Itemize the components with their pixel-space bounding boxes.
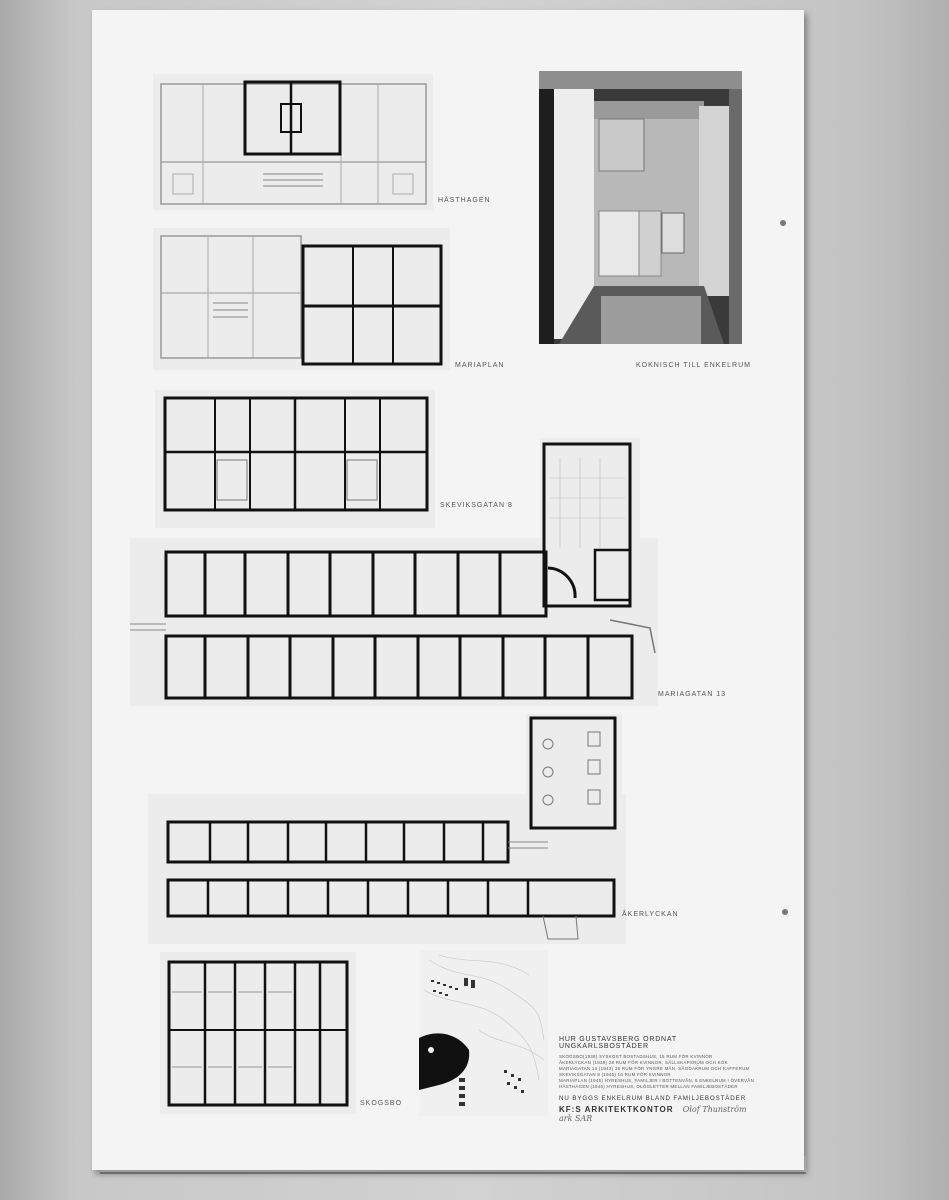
plan-hasthagen	[153, 74, 433, 210]
mounting-pin	[782, 909, 788, 915]
plan-skogsbo	[160, 952, 356, 1114]
caption-hasthagen: HÄSTHAGEN	[438, 197, 491, 204]
architect-signature: Olof Thunström ark SAR	[559, 1105, 747, 1123]
info-panel	[559, 1036, 759, 1123]
caption-mariaplan: MARIAPLAN	[455, 362, 505, 369]
info-line: ÅKERLYCKAN (1939) 28 RUM FÖR KVINNOR, SÄLLSKAPSRUM OCH KÖK	[559, 1060, 728, 1065]
caption-skogsbo: SKOGSBO	[360, 1100, 403, 1107]
info-line: HÄSTHAGEN (1946) HYRESHUS, OLÖGLETTER MELLAN FAMILJEBOSTÄDER	[559, 1084, 738, 1089]
caption-mariagatan: MARIAGATAN 13	[658, 691, 726, 698]
caption-akerlyckan: ÅKERLYCKAN	[622, 911, 679, 918]
office-name: KF:S ARKITEKTKONTOR	[559, 1105, 674, 1114]
info-note: NU BYGGS ENKELRUM BLAND FAMILJEBOSTÄDER	[559, 1095, 747, 1102]
site-map	[419, 950, 548, 1116]
mounting-pin	[780, 220, 786, 226]
office-credit	[559, 1105, 759, 1123]
plan-mariagatan	[130, 438, 658, 706]
plan-akerlyckan	[148, 714, 626, 944]
info-line: MARIAGATAN 13 (1943) 35 RUM FÖR YNGRE MÄN, SÅGDAKRUM OCH KAFFERUM	[559, 1066, 750, 1071]
caption-kitchen: KOKNISCH TILL ENKELRUM	[636, 362, 751, 369]
info-line: SKEVIKSGATAN 8 (1945) 16 RUM FÖR KVINNOR	[559, 1072, 671, 1077]
caption-skeviksgatan: SKEVIKSGATAN 8	[440, 502, 513, 509]
plan-mariaplan	[153, 228, 450, 370]
info-heading: HUR GUSTAVSBERG ORDNAT UNGKARLSBOSTÄDER	[559, 1036, 677, 1050]
info-line: SKOGSBO(1938) SYSKOST BOSTADSHUS, 16 RUM FÖR KVINNOR	[559, 1054, 713, 1059]
kitchen-photo	[539, 71, 742, 344]
info-line: MARIAPLAN (1945) HYRESHUS, FAMILJER I BOTTENVÅN, 8 ENKELRUM I ÖVERVÅN	[559, 1078, 755, 1083]
